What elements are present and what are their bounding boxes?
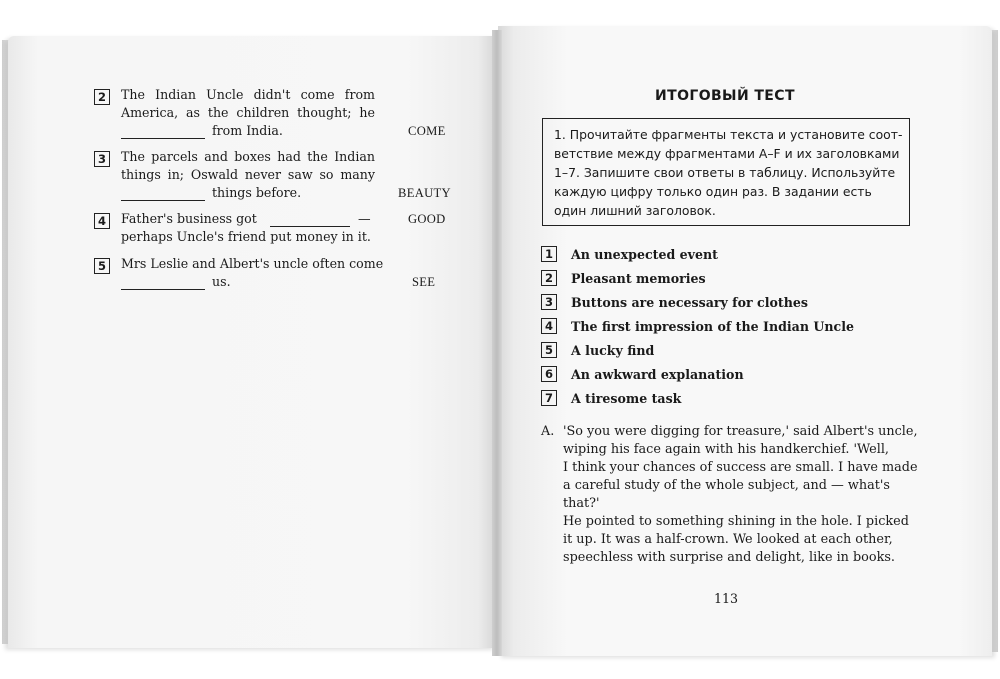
task-line: один лишний заголовок. <box>554 203 716 218</box>
exercise-text-line: America, as the children thought; he <box>121 105 375 120</box>
heading-number: 5 <box>541 342 557 358</box>
passage-line: that?' <box>563 496 600 511</box>
exercise-text-line: — <box>358 211 371 226</box>
answer-blank[interactable] <box>121 127 205 139</box>
exercise-text-line: The parcels and boxes had the Indian <box>121 149 375 164</box>
heading-label: The first impression of the Indian Uncle <box>571 319 854 334</box>
heading-number: 6 <box>541 366 557 382</box>
heading-label: An unexpected event <box>571 247 718 262</box>
exercise-text-line: Father's business got <box>121 211 257 226</box>
task-line: 1. Прочитайте фрагменты текста и установите соот- <box>554 127 903 142</box>
answer-blank[interactable] <box>121 189 205 201</box>
exercise-number: 4 <box>94 213 110 229</box>
passage-line: a careful study of the whole subject, and — what's <box>563 478 890 493</box>
passage-line: He pointed to something shining in the hole. I picked <box>563 514 909 529</box>
exercise-number: 3 <box>94 151 110 167</box>
task-line: 1–7. Запишите свои ответы в таблицу. Используйте <box>554 165 896 180</box>
passage-line: I think your chances of success are small. I have made <box>563 460 918 475</box>
exercise-text-line: Mrs Leslie and Albert's uncle often come <box>121 256 384 271</box>
exercise-text-line: perhaps Uncle's friend put money in it. <box>121 229 371 244</box>
keyword: COME <box>408 124 446 138</box>
passage-letter: A. <box>541 424 555 439</box>
heading-number: 4 <box>541 318 557 334</box>
exercise-number: 5 <box>94 258 110 274</box>
task-line: каждую цифру только один раз. В задании есть <box>554 184 872 199</box>
answer-blank[interactable] <box>121 278 205 290</box>
task-line: ветствие между фрагментами A–F и их заголовками <box>554 146 900 161</box>
exercise-text-line: us. <box>212 274 231 289</box>
test-title: ИТОГОВЫЙ ТЕСТ <box>655 88 795 104</box>
keyword: BEAUTY <box>398 186 451 200</box>
heading-number: 2 <box>541 270 557 286</box>
heading-label: Buttons are necessary for clothes <box>571 295 808 310</box>
exercise-text-line: things before. <box>212 185 302 200</box>
heading-number: 1 <box>541 246 557 262</box>
heading-label: Pleasant memories <box>571 271 706 286</box>
passage-line: wiping his face again with his handkerchief. 'Well, <box>563 442 889 457</box>
heading-number: 3 <box>541 294 557 310</box>
heading-label: A tiresome task <box>571 391 682 406</box>
keyword: SEE <box>412 275 436 289</box>
heading-number: 7 <box>541 390 557 406</box>
exercise-text-line: from India. <box>212 123 283 138</box>
exercise-text-line: things in; Oswald never saw so many <box>121 167 375 182</box>
answer-blank[interactable] <box>270 215 350 227</box>
heading-label: An awkward explanation <box>571 367 744 382</box>
book-spine <box>492 30 502 656</box>
exercise-text-line: The Indian Uncle didn't come from <box>121 87 375 102</box>
page-number: 113 <box>714 591 739 606</box>
heading-label: A lucky find <box>571 343 655 358</box>
passage-line: it up. It was a half-crown. We looked at each other, <box>563 532 893 547</box>
keyword: GOOD <box>408 212 446 226</box>
exercise-number: 2 <box>94 89 110 105</box>
passage-line: 'So you were digging for treasure,' said Albert's uncle, <box>563 424 918 439</box>
passage-line: speechless with surprise and delight, like in books. <box>563 550 895 565</box>
